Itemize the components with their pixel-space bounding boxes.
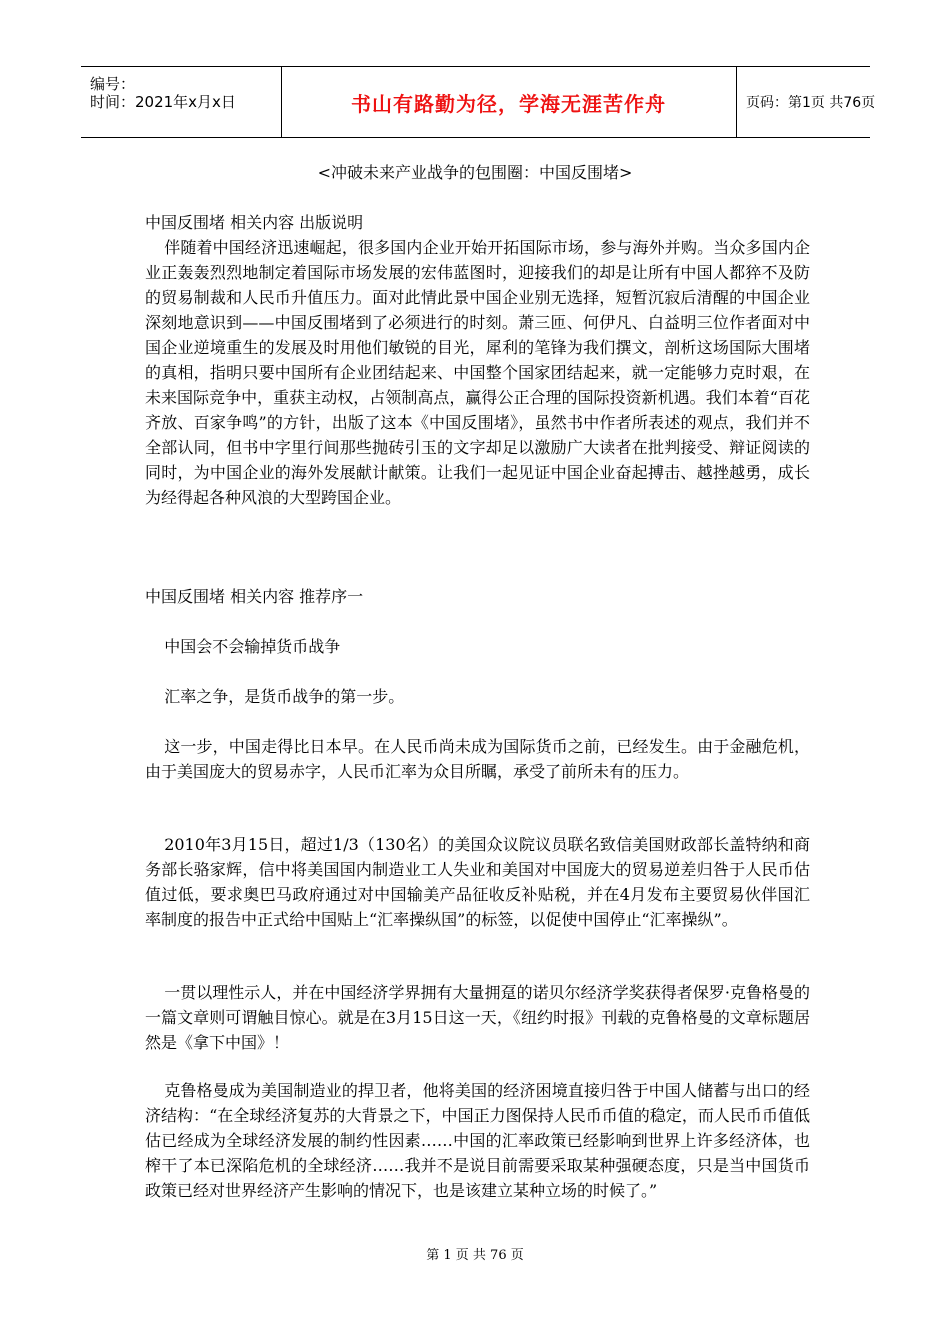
paragraph-5-block — [145, 1078, 810, 1203]
section-publication-note — [145, 210, 810, 510]
header-table — [81, 66, 876, 138]
paragraph-4: 一贯以理性示人，并在中国经济学界拥有大量拥趸的诺贝尔经济学奖获得者保罗·克鲁格曼的一篇文章则可谓触目惊心。就是在3月15日这一天，《纽约时报》刊载的克鲁格曼的文章标题居然是《拿下中国》！ — [145, 983, 810, 1052]
section2-heading: 中国反围堵 相关内容 推荐序一 — [145, 587, 364, 606]
header-motto-cell — [281, 67, 737, 137]
paragraph-1-block — [145, 684, 810, 709]
number-label: 编号： — [90, 75, 136, 93]
motto-text: 书山有路勤为径，学海无涯苦作舟 — [351, 91, 666, 116]
header-page-cell — [736, 67, 876, 137]
header-meta-cell — [81, 67, 282, 137]
document-title: <冲破未来产业战争的包围圈：中国反围堵> — [317, 163, 633, 182]
paragraph-5: 克鲁格曼成为美国制造业的捍卫者，他将美国的经济困境直接归咎于中国人储蓄与出口的经济结构：“在全球经济复苏的大背景之下，中国正力图保持人民币币值的稳定，而人民币币值低估已经成为全球经济发展的制约性因素……中国的汇率政策已经影响到世界上许多经济体，也榨干了本已深陷危机的全球经济……我并不是说目前需要采取某种强硬态度，只是当中国货币政策已经对世界经济产生影响的情况下，也是该建立某种立场的时候了。” — [145, 1081, 810, 1200]
paragraph-2: 这一步，中国走得比日本早。在人民币尚未成为国际货币之前，已经发生。由于金融危机，由于美国庞大的贸易赤字，人民币汇率为众目所瞩，承受了前所未有的压力。 — [145, 737, 810, 781]
page-info: 页码：第1页 共76页 — [746, 95, 876, 111]
paragraph-2-block — [145, 734, 810, 784]
foreword-subtitle: 中国会不会输掉货币战争 — [164, 637, 341, 656]
time-label: 时间：2021年x月x日 — [90, 93, 236, 111]
section1-heading: 中国反围堵 相关内容 出版说明 — [145, 213, 364, 232]
paragraph-3-block — [145, 832, 810, 932]
section-foreword — [145, 584, 810, 609]
paragraph-4-block — [145, 980, 810, 1055]
paragraph-3: 2010年3月15日，超过1/3（130名）的美国众议院议员联名致信美国财政部长盖特纳和商务部长骆家辉，信中将美国国内制造业工人失业和美国对中国庞大的贸易逆差归咎于人民币估值过低，要求奥巴马政府通过对中国输美产品征收反补贴税，并在4月发布主要贸易伙伴国汇率制度的报告中正式给中国贴上“汇率操纵国”的标签，以促使中国停止“汇率操纵”。 — [145, 835, 810, 929]
paragraph-1: 汇率之争，是货币战争的第一步。 — [164, 687, 405, 706]
section1-body: 伴随着中国经济迅速崛起，很多国内企业开始开拓国际市场，参与海外并购。当众多国内企业正轰轰烈烈地制定着国际市场发展的宏伟蓝图时，迎接我们的却是让所有中国人都猝不及防的贸易制裁和人民币升值压力。面对此情此景中国企业别无选择，短暂沉寂后清醒的中国企业深刻地意识到——中国反围堵到了必须进行的时刻。萧三匝、何伊凡、白益明三位作者面对中国企业逆境重生的发展及时用他们敏锐的目光，犀利的笔锋为我们撰文，剖析这场国际大围堵的真相，指明只要中国所有企业团结起来、中国整个国家团结起来，就一定能够力克时艰，在未来国际竞争中，重获主动权，占领制高点，赢得公正合理的国际投资新机遇。我们本着“百花齐放、百家争鸣”的方针，出版了这本《中国反围堵》，虽然书中作者所表述的观点，我们并不全部认同，但书中字里行间那些抛砖引玉的文字却足以激励广大读者在批判接受、辩证阅读的同时，为中国企业的海外发展献计献策。让我们一起见证中国企业奋起搏击、越挫越勇，成长为经得起各种风浪的大型跨国企业。 — [145, 238, 810, 507]
page-footer: 第 1 页 共 76 页 — [426, 1248, 524, 1263]
foreword-subtitle-block — [145, 634, 810, 659]
